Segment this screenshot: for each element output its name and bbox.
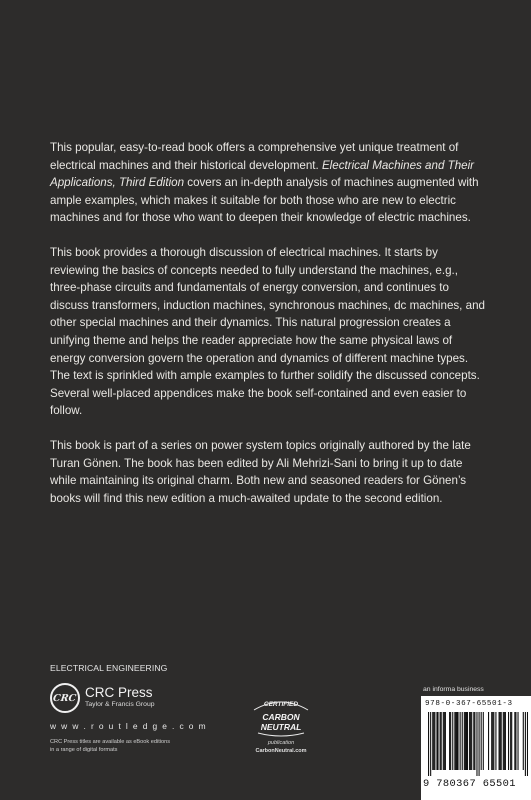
barcode-bar — [470, 712, 471, 770]
blurb-text: covers an in-depth analysis of machines augmented with ample examples, which makes it suitable for both those who are new to electric machines and for those who want to deepen their knowledge of electric machines. — [50, 176, 479, 225]
blurb-text: This popular, easy-to-read book offers a comprehensive yet unique treatment of electrical machines and their historical development. — [50, 141, 459, 172]
publisher-block — [50, 683, 220, 763]
barcode-bar — [504, 712, 505, 770]
barcode-bar — [434, 712, 435, 770]
barcode-bar — [471, 712, 472, 770]
barcode-bar — [527, 712, 528, 776]
blurb-paragraph-3: This book is part of a series on power system topics originally authored by the late Turan Gönen. The book has been edited by Ali Mehrizi-Sani to bring it up to date while maintaining its original charm. Both new and seasoned readers for Gönen’s books will find this new edition a much-awaited update to the second edition. — [50, 438, 471, 505]
barcode-bar — [479, 712, 480, 776]
barcode-bar — [491, 712, 492, 770]
publisher-name: CRC Press — [85, 685, 153, 700]
blurb-paragraph-2: This book provides a thorough discussion of electrical machines. It starts by reviewing the basics of concepts needed to fully understand the machines, e.g., three-phase circuits and fundamentals of energy conversion, and continues to discuss transformers, induction machines, synchronous machines, dc machines, and other special machines and their dynamics. This natural progression creates a unifying theme and helps the reader appreciate how the same physical laws of energy conversion govern the operation and dynamics of different machine types. The text is sprinkled with ample examples to further solidify the discussed concepts. Several well-placed appendices make the book self-contained and even easier to follow. — [50, 245, 485, 418]
crc-press-logo-icon — [50, 683, 80, 713]
barcode-bar — [454, 712, 455, 770]
barcode-bar — [483, 712, 484, 770]
badge-url-text: CarbonNeutral.com — [255, 748, 307, 754]
barcode-bar — [437, 712, 438, 770]
barcode-bar — [432, 712, 433, 770]
badge-top-text: CERTIFIED — [263, 701, 299, 708]
badge-carbon-text: CARBON — [262, 712, 300, 722]
barcode-bar — [467, 712, 468, 770]
barcode-bar — [466, 712, 467, 770]
barcode-bar — [493, 712, 494, 770]
crc-logo-text: CRC — [52, 692, 78, 704]
ean-digits: 9 780367 65501 — [423, 778, 516, 790]
barcode-bar — [464, 712, 465, 770]
barcode-bar — [481, 712, 482, 770]
barcode-bar — [525, 712, 526, 776]
barcode-bar — [449, 712, 450, 770]
ebook-note: CRC Press titles are available as eBook editions in a range of digital formats — [50, 739, 171, 753]
barcode-bar — [505, 712, 506, 770]
barcode-bar — [495, 712, 496, 770]
barcode-bar — [430, 712, 431, 776]
isbn-barcode — [421, 696, 531, 800]
publisher-url: w w w . r o u t l e d g e . c o m — [50, 721, 207, 731]
carbon-neutral-badge — [236, 696, 326, 758]
barcode-bar — [517, 712, 518, 770]
barcode-bar — [469, 712, 470, 770]
barcode-bar — [508, 712, 509, 770]
barcode-bar — [473, 712, 474, 770]
barcode-bar — [523, 712, 524, 770]
book-title: Electrical Machines and Their Applications, Third Edition — [50, 158, 475, 190]
barcode-bar — [511, 712, 512, 770]
informa-business-text: an informa business — [423, 686, 484, 693]
barcode-bar — [444, 712, 445, 770]
barcode-bar — [456, 712, 457, 770]
barcode-bar — [501, 712, 502, 770]
barcode-bar — [436, 712, 437, 770]
barcode-bar — [500, 712, 501, 770]
carbon-neutral-icon — [236, 696, 326, 740]
barcode-bar — [499, 712, 500, 770]
barcode-bar — [488, 712, 489, 770]
barcode-bar — [514, 712, 515, 770]
barcode-bar — [492, 712, 493, 770]
publisher-group: Taylor & Francis Group — [85, 701, 155, 708]
barcode-bar — [452, 712, 453, 770]
blurb-paragraph-1 — [50, 139, 490, 227]
badge-publication-text: publication — [267, 740, 295, 746]
barcode-bar — [455, 712, 456, 770]
barcode-bar — [465, 712, 466, 770]
barcode-bar — [460, 712, 461, 770]
barcode-bar — [443, 712, 444, 770]
badge-neutral-text: NEUTRAL — [260, 722, 302, 732]
barcode-bar — [457, 712, 458, 770]
barcode-bar — [515, 712, 516, 770]
barcode-bar — [450, 712, 451, 770]
isbn-number: 978-0-367-65501-3 — [425, 700, 513, 708]
barcode-bar — [474, 712, 475, 770]
barcode-bar — [441, 712, 442, 770]
barcode-bar — [440, 712, 441, 770]
barcode-bar — [503, 712, 504, 770]
barcode-bars-icon — [428, 712, 528, 776]
cover-blurb — [50, 139, 490, 524]
barcode-bar — [476, 712, 477, 776]
barcode-bar — [445, 712, 446, 770]
barcode-bar — [433, 712, 434, 770]
barcode-bar — [510, 712, 511, 770]
subject-category: ELECTRICAL ENGINEERING — [50, 663, 168, 673]
barcode-bar — [428, 712, 429, 776]
barcode-bar — [462, 712, 463, 770]
